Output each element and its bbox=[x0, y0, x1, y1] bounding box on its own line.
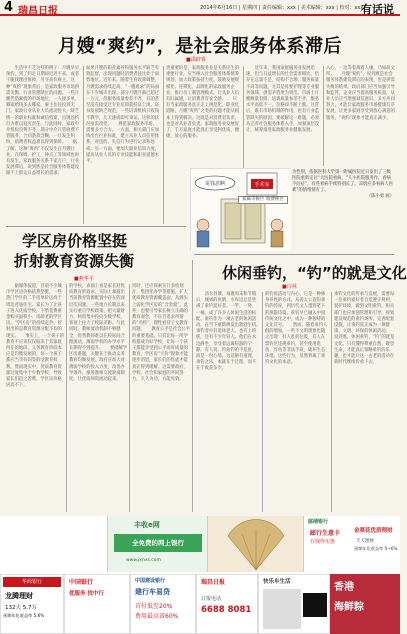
ad5-name: 瑞昌日报 bbox=[201, 579, 226, 586]
article2-col2: 的学校，表面上看是家长对优质教育的追求，实际上暴露出当前教育资源配置中存在的深层次问题。一些地方长期以来实行重点学校政策，把大量财力、师资集中投向少数学校，客观上拉大了校际差距。与此同时，教师流动机制不够健全，优秀教师难以在校际间合理流动，薄弱学校的办学水平长期得不到提升。 要破解学区房难题，关键在于推动义务教育均衡发展。政府应加大对薄弱学校的投入力度，改善办学条件，推进教师交流轮岗制度，让优质师资流动起来。 bbox=[69, 284, 128, 383]
ad-construction-bank[interactable] bbox=[130, 574, 196, 634]
ad3-bank: 中国银行 bbox=[69, 579, 94, 586]
cartoon-caption bbox=[292, 170, 394, 200]
ad-fan[interactable] bbox=[208, 516, 304, 572]
divider bbox=[323, 66, 324, 166]
section-divider bbox=[194, 254, 394, 255]
article1-col4: 近年来，我国家庭服务业发展迅速，但与日益增长的社会需求相比，仍存在总量不足、结构不合理、服务质量不高等问题。尤其是母婴护理等专业服务领域，供需矛盾更为突出。市场上月嫂数量有限，培训质量参差不齐，服务水平高低不一，价格却不断上涨。这背后，既有市场机制的作用，也有行业监管缺失的原因。要破解这一难题，必须从完善社会服务体系入手，加强顶层设计，统筹推进家政服务业健康发展。 bbox=[246, 66, 320, 134]
ad-subscription[interactable] bbox=[196, 574, 258, 634]
article1-col2: 如果月嫂的职业素养和服务水平缺乏有效监督，出现问题时消费者往往处于弱势地位。近年来，随着生育政策调整，月嫂需求持续走高，“一嫂难求”的局面在不少城市出现。部分月嫂月薪已超过一万元，但服务质量参差不齐，有的甚至没有接受过专业培训就持证上岗。证书发放缺乏规范，一些培训机构只收钱不教学，几天速成即可拿证。这样的状况亟需改变。 规范家政服务市场，需要多方合力。一方面，相关部门应加快出台行业标准，建立从业人员信用体系，对违约、失信行为进行记录和惩戒；另一方面，要加大职业培训力度，提高从业人员的专业技能和职业道德水平。 bbox=[86, 66, 160, 165]
ad2-line2: 预期年化收益率 5.6% bbox=[3, 613, 45, 618]
ad6-line2: 预期年化收益率 5~6% bbox=[354, 546, 398, 551]
ad7-image bbox=[263, 589, 301, 629]
ad8-title: 邮行生意卡 bbox=[310, 530, 341, 537]
cartoon-caption-text: 为性别，依据医科大学第一附属医院近日发出了三级医院重新定位“大医院看病，“人小医院服务作，看病不问症”，有些看病手续特别长了。凉奶应多看病人医难”的情绪情有了。 bbox=[292, 170, 394, 193]
article1-title: 月嫂“爽约”，是社会服务体系滞后 bbox=[58, 36, 342, 57]
ad-blank bbox=[0, 516, 108, 572]
ad1-title: 丰收e网 bbox=[134, 521, 160, 529]
article1-col5: 入心，一边等着离着人缘，乃如前文所。 月嫂“爽约”，说到底是社会服务体系建设滞后的表现，也是供需失衡的结果。政府部门应当加强引导和监管，企业应当提高服务质量，从业人员应当增强诚信意识，多方共同努力，才能让家政服务市场健康有序发展，让更多家庭享受到放心满意的服务，“爽约”现象才能真正减少。 bbox=[326, 66, 395, 121]
divider bbox=[129, 284, 130, 512]
dateline: 2014年6月16日 | 星期四 | 责任编辑：xxx | 美术编辑：xxx | 校对：xxx bbox=[200, 5, 364, 11]
ad4-line2: 费用最高省60% bbox=[135, 613, 179, 620]
ad5-label: 订报电话 bbox=[201, 596, 222, 602]
divider bbox=[192, 260, 193, 512]
divider bbox=[262, 292, 263, 512]
masthead: 瑞昌日报 bbox=[18, 6, 58, 17]
section-divider bbox=[6, 226, 186, 227]
article1-col3: 更重要的是，家政服务业是关系民生的重要行业，应当纳入社会服务体系统筹规划，加大政策扶持力度。鼓励发展规模化、连锁化、品牌化的家政服务企业，推行员工制管理模式，让从业人员有归属感，让消费者有安全感。 只有当家政服务真正走上规范化、职业化道路，月嫂“爽约”之类的问题才能从根本上得到解决。这既是对消费者负责，也是对从业者负责。家政服务业发展好了，千万家庭才能真正享受到优质、便捷、放心的服务。 bbox=[166, 66, 240, 140]
ad-postal-bank[interactable] bbox=[304, 516, 400, 572]
ad2-line1: 132天 5.7万 bbox=[5, 605, 37, 611]
article2-byline: ■燕华平 bbox=[74, 276, 94, 282]
ad4-line1: 首付低至20% bbox=[135, 603, 173, 610]
cartoon-sign: 家属等候区 收费候区 bbox=[238, 196, 288, 204]
ad2-product: 龙腾理财 bbox=[5, 592, 33, 600]
fan-illustration bbox=[208, 516, 304, 572]
ad3-product: 优服务 找中行 bbox=[69, 591, 104, 597]
cartoon-caption-byline: （陈小勇 画） bbox=[366, 194, 394, 199]
ad1-url: www.jxnxs.com bbox=[126, 558, 161, 563]
ad-huashang-bank[interactable] bbox=[0, 574, 64, 634]
article3-byline: ■白林 bbox=[282, 284, 297, 290]
article2-title-line2: 折射教育资源失衡 bbox=[14, 252, 135, 270]
top-bar bbox=[0, 0, 400, 16]
divider bbox=[83, 66, 84, 224]
qr-code-icon bbox=[303, 593, 327, 617]
cartoon-surgery-label: 手术室 bbox=[254, 182, 270, 188]
ad6-product: 金葵花优质理财 bbox=[354, 528, 393, 534]
divider bbox=[66, 284, 67, 512]
article3-col1: 清水县城，每逢周末和节假日，城郊的鱼塘、水库边总是坐满了垂钓爱好者。一竿、一凳、一桶，成了许多人休闲生活的标配。垂钓作为一项古老的休闲活动，在当下重新焕发出勃勃生机。 垂钓者中有退休老人，也有上班族，还有不少年轻人。他们在水边静坐，享受着远离喧嚣的宁静。有人说，钓鱼钓的不是鱼，而是一份心境。这话颇有道理，垂钓之乐，本就在于过程，而不在于收获多少。 bbox=[196, 292, 267, 372]
ad6-line1: 天天理财 bbox=[356, 539, 374, 544]
article3-col2: 的钓鱼活动与内心，它是一种修身养性的方式。从姜太公直钩垂钓的传说，到历代文人墨客笔下的渔隐诗篇，垂钓早已融入中国传统文化之中，成为一种独特的文化符号。 然而，随着垂钓人群的增加，一些不文明现象也随之出现：有人乱扔垃圾，有人在禁钓区违规垂钓，甚至使用电鱼、炸鱼等非法手段，破坏生态环境。这些行为，显然背离了垂钓文化的本意。 bbox=[265, 292, 328, 366]
ad9-subtitle: 海鲜粽 bbox=[334, 602, 364, 613]
ad-hongkong[interactable] bbox=[330, 574, 400, 634]
ad-car[interactable] bbox=[258, 574, 330, 634]
cartoon-bubble-text: 哥钱恶啊 bbox=[204, 181, 226, 187]
cartoon-drawing bbox=[191, 169, 291, 251]
ad4-bank: 中国建设银行 bbox=[135, 578, 166, 584]
ad1-subtitle: 全免费的网上银行 bbox=[114, 534, 202, 552]
ad4-product: 建行车易贷 bbox=[135, 588, 170, 596]
article2-title-line1: 学区房价格坚挺 bbox=[22, 232, 128, 250]
article3-title: 休闲垂钓，“钓”的就是文化 bbox=[222, 264, 407, 282]
ad5-phone: 6688 8081 bbox=[201, 605, 252, 615]
section-title: 有话说 bbox=[361, 3, 394, 16]
article1-col1: 生活中不乏这样的例子：月嫂早早预约，到了约定日期却迟迟不来，或者干脆找理由推掉，另寻高价雇主。这种“爽约”现象背后，是家政服务市场供需失衡、行业管理缺位的问题。一些月嫂凭借紧俏的市场地位，一人接多单，哪家给钱多去哪家，雇主往往投诉无门。家政行业从业人员流动性大，缺乏统一的职业标准和诚信档案，出现违约行为难以追究责任。与此同时，家政中介机构良莠不齐，部分中介只管收费不管服务，合同条款含糊，一旦发生纠纷，消费者权益难以得到保障。 据了解，这种“爽约”不仅发生在月嫂行业，在保姆、护工、钟点工等领域也时有发生。家政服务关系千家万户，行业发展滞后，说到底是社会服务体系建设跟不上群众日益增长的需求。 bbox=[6, 66, 80, 177]
ad7-title: 快乐车生活 bbox=[263, 579, 291, 585]
advertisement-zone bbox=[0, 516, 400, 634]
article2-col3: 同时，还应探索实行多校划片、集团化办学等措施，扩大优质教育资源覆盖面，从源头上弱化学区房的“含金量”。此外，也要引导家长树立正确的教育观念，不盲目追求所谓的“名校”，理性看待子女教育问题。 教育公平是社会公平的重要基础。只有让每一所学校都成为好学校，让每一个孩子都能享受到公平而有质量的教育，学区房“天价”现象才能逐步消退，家长们的焦虑才能真正得到缓解。这需要政府、学校、社会和家庭的共同努力，久久为功，方能见效。 bbox=[132, 284, 191, 383]
article3-col3: 垂钓文化的传承与发展，需要每一位垂钓爱好者自觉遵守规则，爱护环境，做到文明垂钓。相关部门也应加强管理和引导，规划建设规范的垂钓场所，完善配套设施，让垂钓真正成为一项健康、文明、环保的休闲活动。 说到底，休闲垂钓，“钓”的就是文化。只有懂得尊重自然、敬畏生命，才能真正领略垂钓的乐趣，也才能让这一古老的活动在新时代继续传承下去。 bbox=[334, 292, 397, 366]
ad9-title: 香港 bbox=[334, 582, 354, 593]
page-number: 4 bbox=[4, 0, 14, 15]
divider bbox=[331, 292, 332, 512]
article1-byline: ■邵辟睿 bbox=[186, 57, 206, 63]
ad-bank-of-china[interactable] bbox=[64, 574, 130, 634]
ad8-bank: 邮储银行 bbox=[308, 519, 329, 525]
divider bbox=[163, 66, 164, 224]
ad2-bank: 华商银行 bbox=[3, 577, 61, 587]
ad-rural-bank[interactable] bbox=[108, 516, 208, 572]
article2-col1: 据媒体报道，目前不少城市学区房价格依然坚挺，一些热门学区的二手房单价远高于周边普通住宅。家长为了让孩子进入优质学校，不惜花费重金购买面积小、房龄老的学区房。“学区房”的持续走热，折射出的是教育资源分配不均的现实。 事实上，一个孩子的教育不应该仅仅取决于其家庭所在的地段。义务教育阶段本应是均衡发展的，每一个孩子都应当享有同等的受教育权利。然而现实中，优质教育资源过度集中于少数学校，导致家长们趋之若鹜，学区房价格居高不下。 bbox=[6, 284, 65, 389]
cartoon-illustration bbox=[190, 168, 290, 250]
ad8-line1: 存钱得实惠 bbox=[310, 539, 336, 545]
